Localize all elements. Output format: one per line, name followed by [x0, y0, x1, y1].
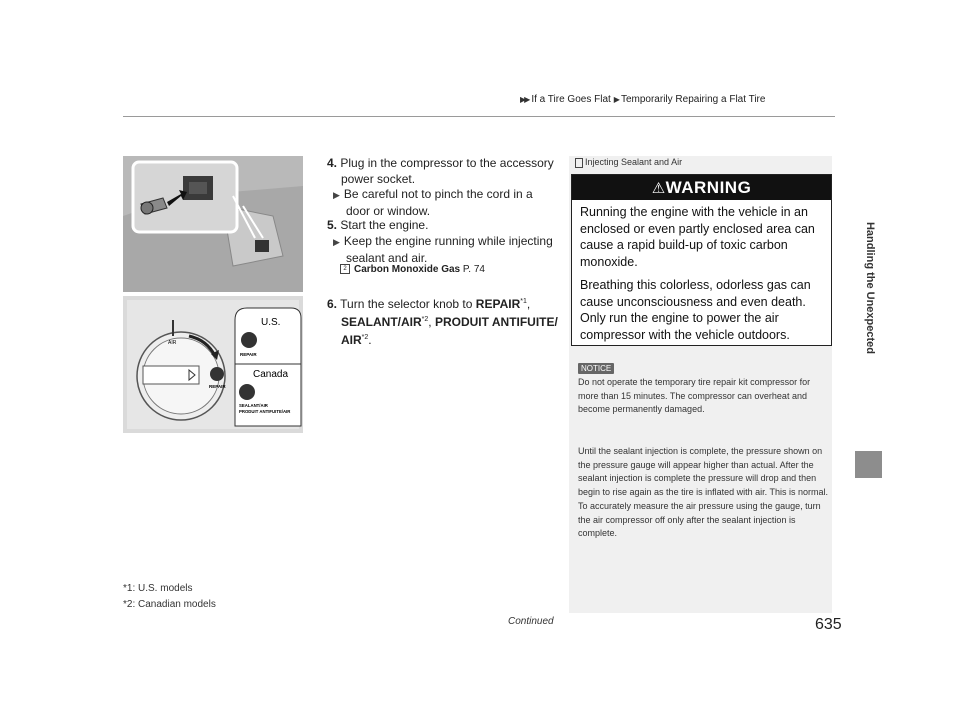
knob-setting-repair: REPAIR	[475, 297, 521, 311]
footnote-1: *1: U.S. models	[123, 583, 193, 594]
page-number: 635	[815, 616, 842, 633]
step-number: 4.	[327, 156, 338, 170]
warning-title: WARNING	[665, 178, 752, 197]
footnote-marker: *1	[520, 298, 527, 305]
panel-title	[575, 157, 682, 168]
sub-arrow-icon: ▶	[333, 190, 340, 200]
continued-label: Continued	[508, 616, 554, 627]
footnote-marker: *2	[421, 316, 429, 323]
step-number: 6.	[327, 297, 338, 311]
selector-knob-illustration	[123, 296, 303, 433]
knob-setting-air: AIR	[341, 333, 362, 347]
breadcrumb-item[interactable]: If a Tire Goes Flat	[531, 94, 611, 105]
section-tab-marker	[855, 451, 882, 478]
compressor-plug-drawing	[123, 156, 303, 292]
step-text: Plug in the compressor to the accessory	[340, 156, 554, 170]
notice-paragraph: Until the sealant injection is complete, the pressure shown on the pressure gauge will appear higher than actual. After the sealant injection is complete the pressure will drop and then begin to rise again as the tire is inflated with air. This is normal. To accurately measure the air pressure using the gauge, turn the air compressor off only after the sealant injection is complete.	[578, 446, 828, 539]
section-side-label	[850, 124, 890, 454]
xref-label[interactable]: Carbon Monoxide Gas	[354, 264, 461, 275]
step-5-note	[333, 233, 563, 266]
svg-text:SEALANT/AIR: SEALANT/AIR	[239, 403, 268, 408]
step-text: power socket.	[341, 172, 416, 186]
compressor-plug-illustration	[123, 156, 303, 292]
reference-icon	[575, 158, 583, 168]
warning-paragraph: Running the engine with the vehicle in an enclosed or even partly enclosed area can cause a rapid build-up of toxic carbon monoxide.	[580, 205, 815, 269]
note-text: sealant and air.	[346, 251, 428, 265]
step-6: 6. Turn the selector knob to REPAIR$^{*1}$, SEALANT/AIR$^{*2}$, PRODUIT ANTIFUITE/ AIR$^{*2}$.	[327, 297, 558, 347]
step-text: Start the engine.	[340, 218, 429, 232]
sub-arrow-icon: ▶	[333, 237, 340, 247]
header-divider	[123, 116, 835, 117]
svg-text:U.S.: U.S.	[261, 317, 281, 328]
step-5	[327, 217, 428, 233]
breadcrumb-arrow-icon: ▶	[613, 95, 618, 104]
warning-header	[572, 175, 831, 200]
notice-paragraph: Do not operate the temporary tire repair kit compressor for more than 15 minutes. The compressor can overheat and become permanently damaged.	[578, 377, 811, 415]
selector-knob-drawing	[123, 296, 303, 433]
xref-page[interactable]: P. 74	[462, 264, 485, 275]
svg-text:REPAIR: REPAIR	[240, 352, 257, 357]
breadcrumb-arrow-icon: ▶▶	[520, 95, 529, 104]
notice-badge: NOTICE	[578, 363, 614, 374]
knob-setting-produit: PRODUIT ANTIFUITE/	[434, 315, 558, 329]
breadcrumb	[520, 94, 765, 105]
footnote-2: *2: Canadian models	[123, 599, 216, 610]
knob-setting-sealant: SEALANT/AIR	[341, 315, 422, 329]
svg-text:REPAIR: REPAIR	[209, 384, 226, 389]
warning-triangle-icon: ⚠	[651, 180, 666, 197]
cross-reference-link[interactable]	[340, 264, 485, 275]
step-4	[327, 155, 557, 187]
step-4-note	[333, 186, 563, 219]
svg-text:Canada: Canada	[253, 369, 289, 380]
footnote-marker: *2	[361, 334, 369, 341]
step-text: Turn the selector knob to	[340, 297, 473, 311]
note-text: Be careful not to pinch the cord in a	[343, 187, 533, 201]
warning-paragraph: Breathing this colorless, odorless gas can cause unconsciousness and even death. Only run the engine to power the air compressor with the vehicle outdoors.	[580, 278, 811, 342]
step-number: 5.	[327, 218, 338, 232]
note-text: Keep the engine running while injecting	[343, 234, 553, 248]
note-text: door or window.	[346, 204, 431, 218]
svg-text:PRODUIT ANTIFUITE/AIR: PRODUIT ANTIFUITE/AIR	[239, 409, 291, 414]
section-side-label-text: Handling the Unexpected	[864, 221, 876, 355]
reference-icon: 2	[340, 264, 350, 274]
panel-title-text: Injecting Sealant and Air	[585, 157, 683, 167]
breadcrumb-item[interactable]: Temporarily Repairing a Flat Tire	[620, 94, 766, 105]
svg-text:AIR: AIR	[168, 340, 177, 346]
